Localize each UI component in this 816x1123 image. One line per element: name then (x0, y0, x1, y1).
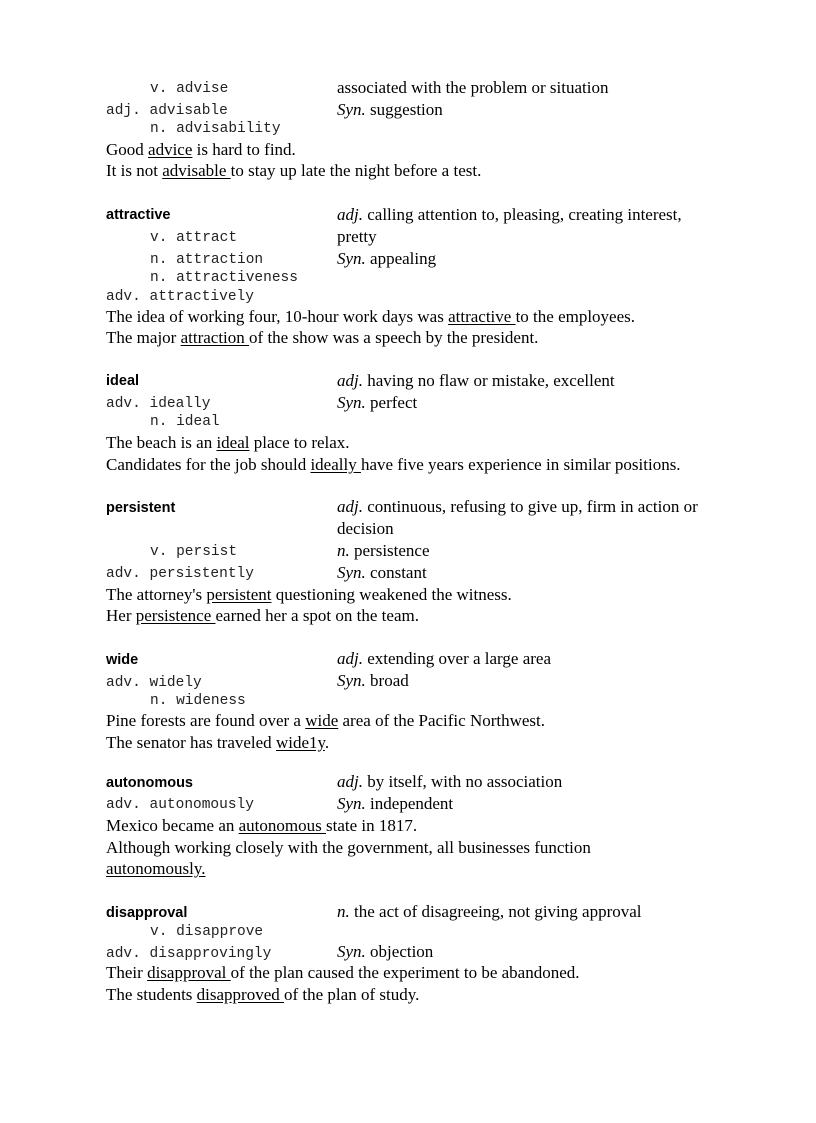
underlined-term: ideally (310, 455, 361, 474)
definition-text: extending over a large area (367, 649, 551, 668)
word-form: adv. autonomously (106, 797, 254, 813)
example-text: Their (106, 963, 148, 982)
synonym-word: independent (370, 794, 454, 813)
example-text: place to relax. (249, 433, 350, 452)
example-sentence (106, 307, 635, 327)
underlined-term: attractive (448, 307, 516, 326)
example-text: The beach is an (106, 433, 217, 452)
definition (337, 772, 562, 792)
word-form: n. attractiveness (150, 270, 298, 286)
underlined-term: autonomously. (106, 859, 206, 878)
example-text: of the show was a speech by the president. (249, 328, 539, 347)
part-of-speech: n. (337, 902, 350, 921)
underlined-term: disapproved (196, 985, 284, 1004)
synonym (337, 794, 453, 814)
definition (337, 902, 642, 922)
headword: disapproval (106, 905, 188, 921)
example-sentence: Although working closely with the government, all businesses function (106, 838, 591, 857)
word-form: adv. ideally (106, 396, 211, 412)
example-sentence (106, 455, 681, 475)
word-form: n. ideal (150, 414, 220, 430)
definition-continued: decision (337, 519, 394, 538)
definition-text: by itself, with no association (367, 772, 563, 791)
synonym (337, 942, 433, 962)
example-sentence (106, 733, 329, 753)
synonym-word: appealing (370, 249, 437, 268)
example-text: to stay up late the night before a test. (230, 161, 482, 180)
underlined-term: persistence (135, 606, 216, 625)
word-form: n. attraction (150, 252, 264, 268)
synonym (337, 393, 417, 413)
underlined-term: advice (148, 140, 193, 159)
part-of-speech: adj. (337, 371, 363, 390)
example-text: earned her a spot on the team. (215, 606, 419, 625)
example-text: of the plan caused the experiment to be abandoned. (230, 963, 580, 982)
word-form: v. disapprove (150, 924, 264, 940)
example-sentence (106, 711, 545, 731)
definition (337, 497, 698, 517)
example-text: The students (106, 985, 197, 1004)
example-sentence (106, 606, 419, 626)
example-text: is hard to find. (192, 140, 296, 159)
part-of-speech: n. (337, 541, 350, 560)
underlined-term: wide1y (275, 733, 325, 752)
word-form: n. advisability (150, 121, 281, 137)
example-sentence (106, 328, 538, 348)
word-form: adv. persistently (106, 566, 254, 582)
synonym-label: Syn. (337, 671, 366, 690)
noun-form (337, 541, 430, 561)
underlined-term: attraction (180, 328, 250, 347)
synonym (337, 563, 427, 583)
synonym-word: objection (370, 942, 434, 961)
headword: wide (106, 652, 139, 668)
synonym-label: Syn. (337, 393, 366, 412)
example-text: Mexico became an (106, 816, 239, 835)
synonym-label: Syn. (337, 563, 366, 582)
word-form: v. attract (150, 230, 238, 246)
example-text: state in 1817. (326, 816, 418, 835)
example-text: have five years experience in similar positions. (360, 455, 681, 474)
example-sentence (106, 816, 417, 836)
definition-text: continuous, refusing to give up, firm in action or (367, 497, 698, 516)
example-sentence (106, 433, 350, 453)
synonym (337, 100, 443, 120)
definition (337, 371, 615, 391)
synonym (337, 671, 409, 691)
underlined-term: autonomous (238, 816, 326, 835)
example-text: The attorney's (106, 585, 207, 604)
word-form: adv. disapprovingly (106, 946, 272, 962)
example-text: Candidates for the job should (106, 455, 311, 474)
definition (337, 649, 551, 669)
synonym-word: suggestion (370, 100, 443, 119)
word-form: adv. attractively (106, 289, 254, 305)
word-form: v. persist (150, 544, 238, 560)
example-text: The idea of working four, 10-hour work days was (106, 307, 449, 326)
definition (337, 205, 682, 225)
example-text: Pine forests are found over a (106, 711, 306, 730)
noun-form-word: persistence (354, 541, 430, 560)
part-of-speech: adj. (337, 497, 363, 516)
example-text: to the employees. (515, 307, 636, 326)
definition-text: having no flaw or mistake, excellent (367, 371, 615, 390)
example-text: Her (106, 606, 136, 625)
example-text: questioning weakened the witness. (271, 585, 512, 604)
part-of-speech: adj. (337, 772, 363, 791)
definition-text: the act of disagreeing, not giving approval (354, 902, 642, 921)
headword: autonomous (106, 775, 193, 791)
synonym-label: Syn. (337, 249, 366, 268)
part-of-speech: adj. (337, 205, 363, 224)
example-sentence (106, 161, 481, 181)
word-form: adv. widely (106, 675, 202, 691)
headword: persistent (106, 500, 176, 516)
word-form: v. advise (150, 81, 229, 97)
example-text: . (324, 733, 330, 752)
underlined-term: ideal (216, 433, 250, 452)
word-form: adj. advisable (106, 103, 228, 119)
synonym-label: Syn. (337, 100, 366, 119)
synonym (337, 249, 436, 269)
example-text: of the plan of study. (284, 985, 420, 1004)
synonym-label: Syn. (337, 942, 366, 961)
definition-text: calling attention to, pleasing, creating interest, (367, 205, 682, 224)
underlined-term: persistent (206, 585, 272, 604)
example-sentence (106, 585, 512, 605)
headword: ideal (106, 373, 140, 389)
synonym-word: constant (370, 563, 427, 582)
example-sentence-continued (106, 859, 205, 879)
underlined-term: wide (305, 711, 339, 730)
example-text: area of the Pacific Northwest. (338, 711, 546, 730)
synonym-label: Syn. (337, 794, 366, 813)
synonym-word: broad (370, 671, 409, 690)
example-text: It is not (106, 161, 163, 180)
definition-continued: pretty (337, 227, 377, 246)
word-form: n. wideness (150, 693, 246, 709)
example-sentence (106, 963, 580, 983)
headword: attractive (106, 207, 171, 223)
definition: associated with the problem or situation (337, 78, 609, 97)
underlined-term: advisable (162, 161, 231, 180)
synonym-word: perfect (370, 393, 418, 412)
example-sentence (106, 140, 296, 160)
example-text: The major (106, 328, 181, 347)
example-text: The senator has traveled (106, 733, 276, 752)
underlined-term: disapproval (147, 963, 231, 982)
part-of-speech: adj. (337, 649, 363, 668)
example-sentence (106, 985, 419, 1005)
example-text: Good (106, 140, 149, 159)
